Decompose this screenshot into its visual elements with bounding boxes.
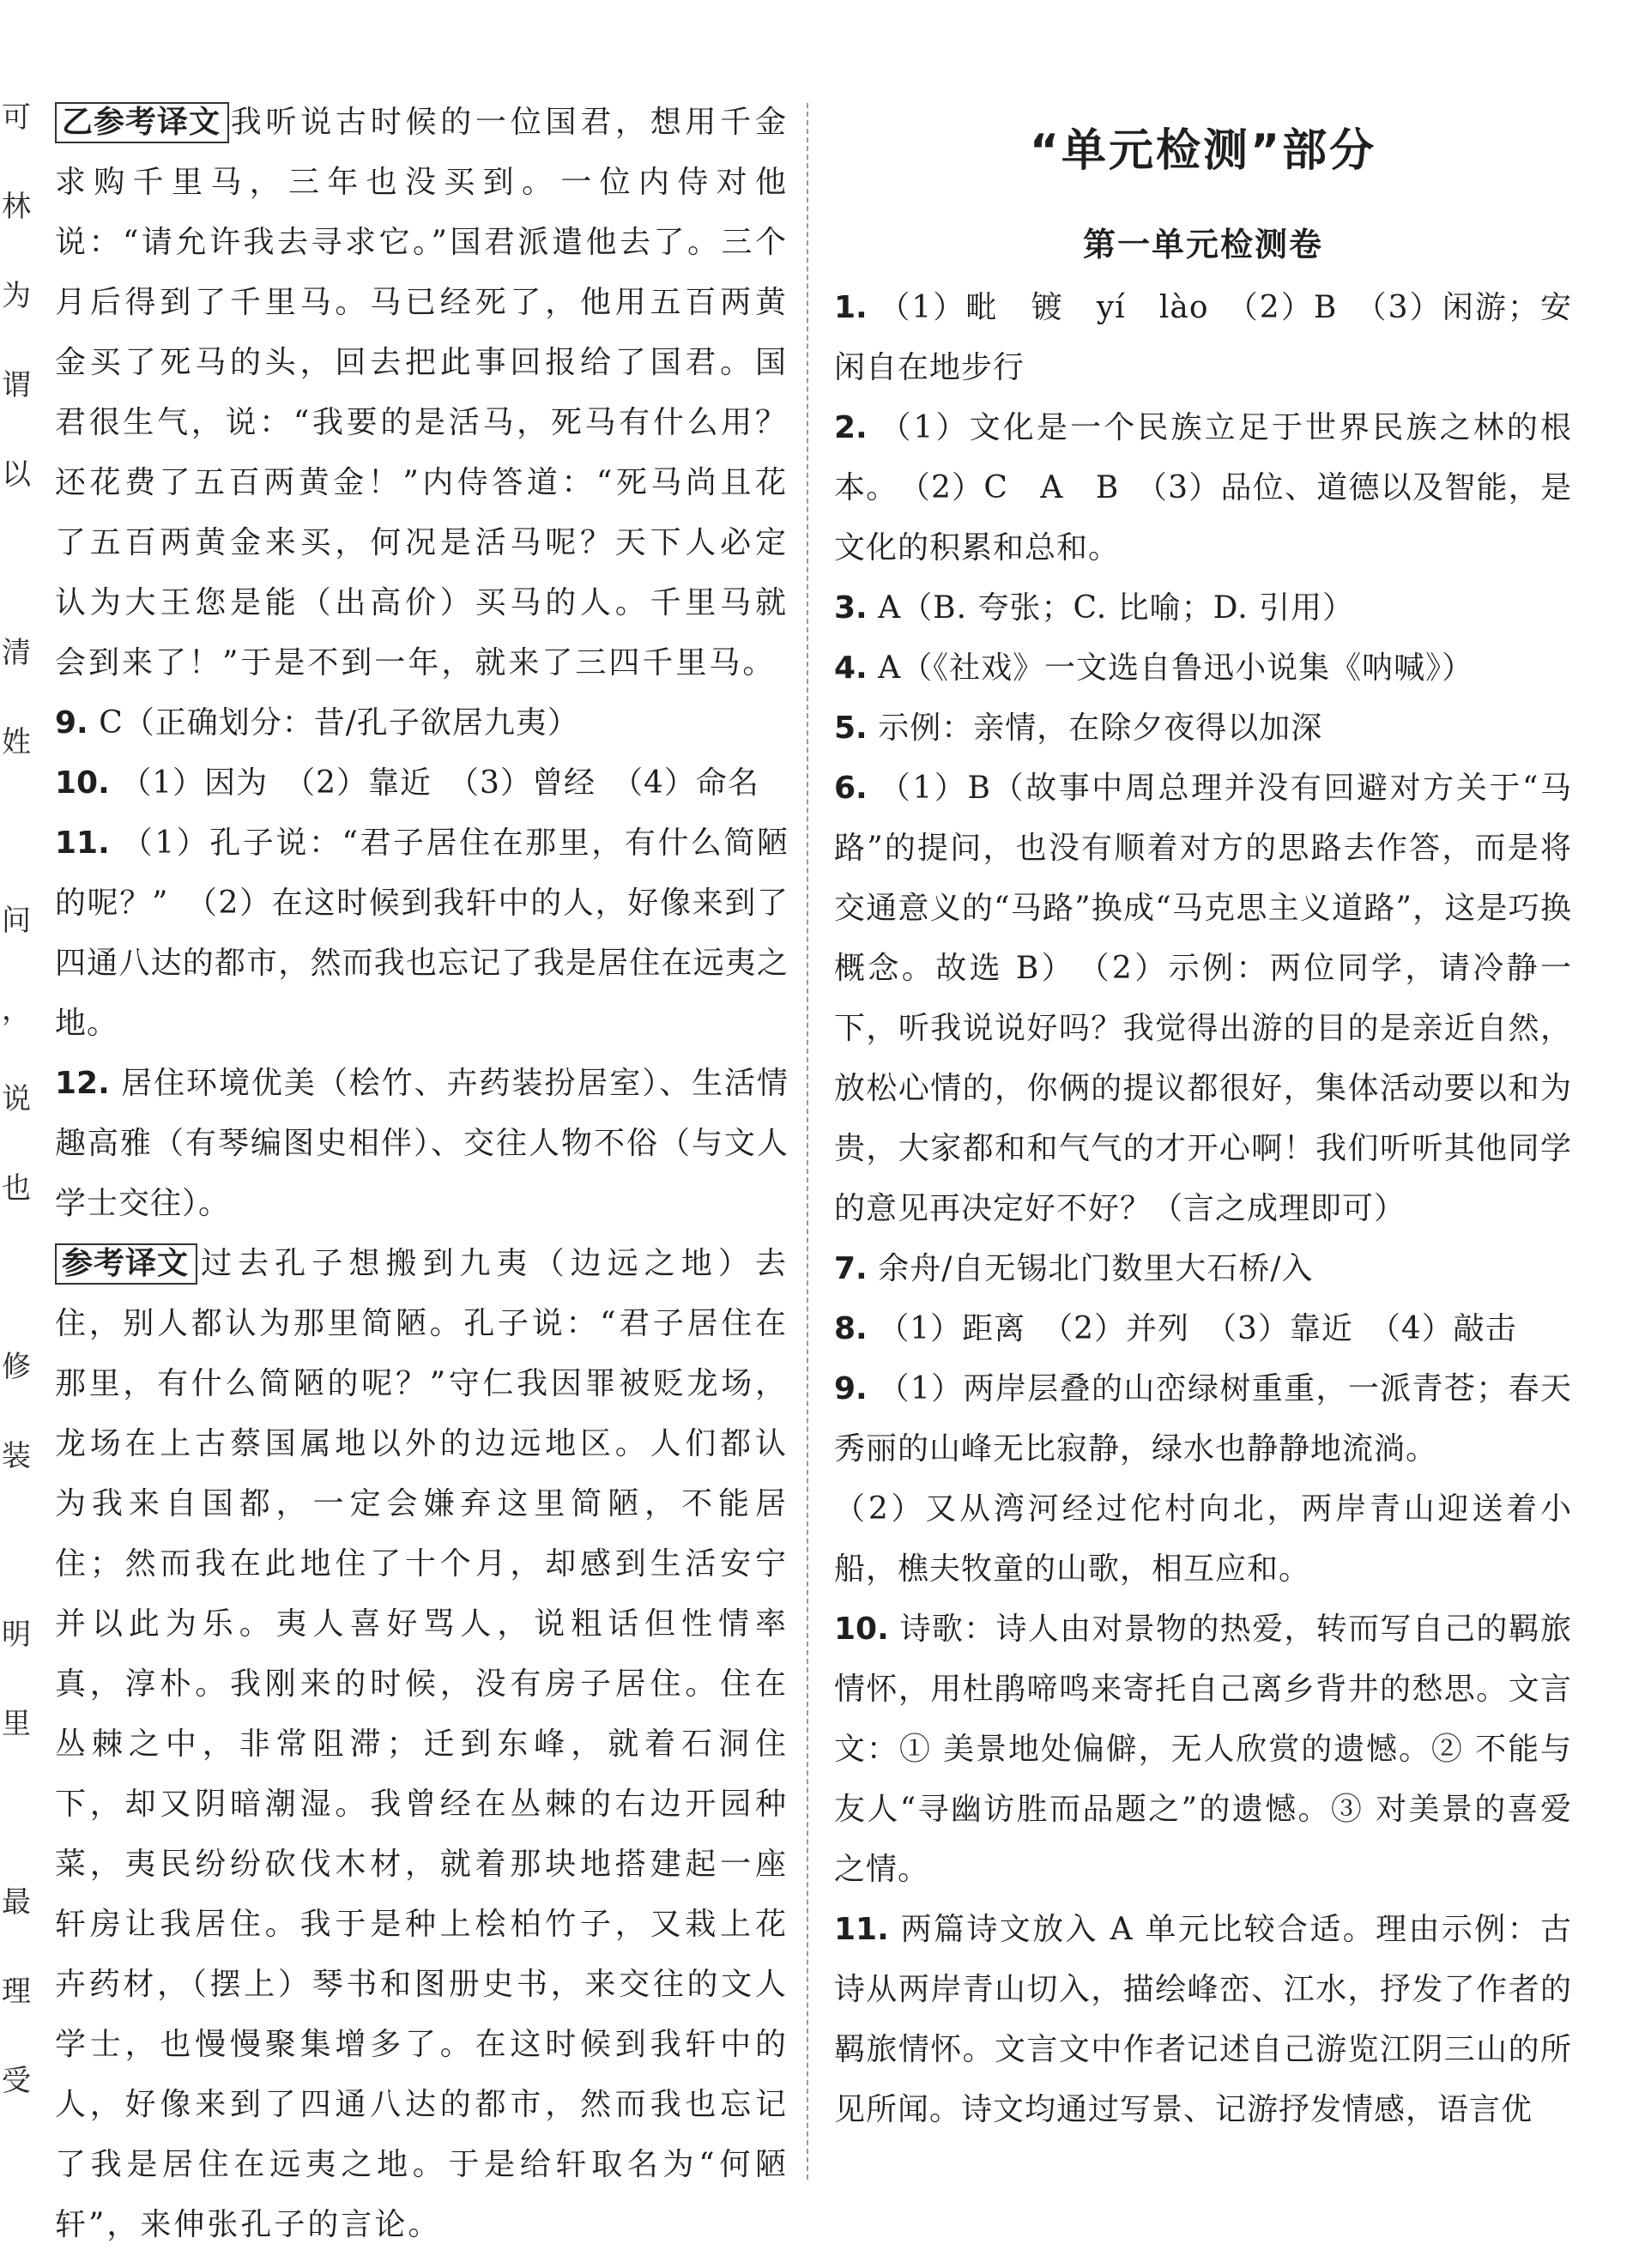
edge-fragment: 装 — [2, 1439, 31, 1473]
answer-text: A（B. 夸张；C. 比喻；D. 引用） — [878, 590, 1355, 626]
translation-text: 我听说古时候的一位国君，想用千金求购千里马，三年也没买到。一位内侍对他说：“请允许我去寻求它。”国君派遣他去了。三个月后得到了千里马。马已经死了，他用五百两黄金买了死马的头，回去把此事回报给了国君。国君很生气，说：“我要的是活马，死马有什么用？还花费了五百两黄金！”内侍答道：“死马尚且花了五百两黄金来买，何况是活马呢？天下人必定认为大王您是能（出高价）买马的人。千里马就会到来了！”于是不到一年，就来了三四千里马。 — [55, 105, 789, 680]
answer-number: 7. — [834, 1251, 868, 1286]
answer-number: 9. — [834, 1371, 868, 1406]
answer-number: 12. — [55, 1066, 110, 1101]
edge-fragment: 可 — [2, 100, 31, 135]
answer-number: 11. — [55, 826, 110, 861]
edge-fragment: 以 — [2, 457, 31, 492]
answer-text: （1）B（故事中周总理并没有回避对方关于“马路”的提问，也没有顺着对方的思路去作答，而是将交通意义的“马路”换成“马克思主义道路”，这是巧换概念。故选 B） （2）示例：两位同学，请冷静一下，听我说说好吗？我觉得出游的目的是亲近自然，放松心情的，你俩的提议都很好，集体活动要以和为贵，大家都和和气气的才开心啊！我们听听其他同学的意见再决定好不好？（言之成理即可） — [834, 771, 1572, 1226]
answer-text: 示例：亲情，在除夕夜得以加深 — [878, 711, 1323, 746]
edge-fragment: 说 — [2, 1082, 31, 1116]
answer-text: A（《社戏》一文选自鲁迅小说集《呐喊》） — [878, 650, 1474, 686]
answer-item — [834, 699, 1572, 759]
answer-text: C（正确划分：昔/孔子欲居九夷） — [99, 705, 579, 741]
answer-text: （1）因为 （2）靠近 （3）曾经 （4）命名 — [120, 765, 759, 801]
answer-item — [55, 1054, 789, 1234]
answer-number: 4. — [834, 650, 868, 686]
answer-item — [834, 638, 1572, 699]
answer-item — [834, 278, 1572, 398]
edge-fragment: 受 — [2, 2064, 31, 2098]
answer-number: 2. — [834, 410, 868, 445]
answer-item — [834, 1479, 1572, 1600]
edge-fragment: 里 — [2, 1707, 31, 1741]
answer-item — [55, 693, 789, 753]
section-title: “单元检测”部分 — [1029, 125, 1377, 177]
answer-item — [834, 1900, 1572, 2140]
answer-number: 3. — [834, 590, 868, 626]
translation-tag: 参考译文 — [55, 1243, 194, 1285]
edge-fragment: 明 — [2, 1618, 31, 1652]
answer-number: 5. — [834, 711, 868, 746]
edge-fragment: 理 — [2, 1975, 31, 2009]
translation-paragraph-b — [55, 93, 789, 693]
answer-text: （2）又从湾河经过佗村向北，两岸青山迎送着小船，樵夫牧童的山歌，相互应和。 — [834, 1491, 1572, 1587]
answer-text: 两篇诗文放入 A 单元比较合适。理由示例：古诗从两岸青山切入，描绘峰峦、江水，抒发了作者的羁旅情怀。文言文中作者记述自己游览江阴三山的所见所闻。诗文均通过写景、记游抒发情感，语言优 — [834, 1912, 1572, 2127]
answer-text: 居住环境优美（桧竹、卉药装扮居室）、生活情趣高雅（有琴编图史相伴）、交往人物不俗（与文人学士交往）。 — [55, 1066, 789, 1221]
answer-text: （1）两岸层叠的山峦绿树重重，一派青苍；春天秀丽的山峰无比寂静，绿水也静静地流淌。 — [834, 1371, 1572, 1467]
answer-text: （1）文化是一个民族立足于世界民族之林的根本。 （2）C A B （3）品位、道德以及智能，是文化的积累和总和。 — [834, 410, 1573, 565]
edge-fragment: ， — [2, 993, 31, 1027]
answer-number: 6. — [834, 771, 868, 806]
answer-text: 诗歌：诗人由对景物的热爱，转而写自己的羁旅情怀，用杜鹃啼鸣来寄托自己离乡背井的愁思。文言文：① 美景地处偏僻，无人欣赏的遗憾。② 不能与友人“寻幽访胜而品题之”的遗憾。③ 对美景的喜爱之情。 — [834, 1612, 1572, 1887]
answer-item — [55, 813, 789, 1054]
translation-tag: 乙参考译文 — [55, 102, 226, 143]
answer-number: 10. — [55, 765, 110, 801]
answer-number: 8. — [834, 1311, 868, 1346]
answer-item — [834, 1359, 1572, 1479]
edge-fragment: 谓 — [2, 368, 31, 402]
binding-edge-fragments — [0, 100, 31, 2162]
edge-fragment: 也 — [2, 1171, 31, 1206]
edge-fragment: 最 — [2, 1885, 31, 1920]
column-divider — [807, 103, 808, 2180]
left-column — [55, 93, 789, 2255]
answer-text: 余舟/自无锡北门数里大石桥/入 — [878, 1251, 1314, 1286]
unit-test-title: 第一单元检测卷 — [1082, 226, 1323, 263]
answer-item — [834, 1299, 1572, 1359]
answer-number: 11. — [834, 1912, 889, 1947]
edge-fragment: 姓 — [2, 725, 31, 759]
edge-fragment: 问 — [2, 904, 31, 938]
answer-number: 1. — [834, 290, 868, 325]
answer-item — [834, 1600, 1572, 1900]
answer-list — [834, 278, 1572, 2140]
edge-fragment: 修 — [2, 1350, 31, 1384]
translation-paragraph — [55, 1234, 789, 2255]
right-column — [834, 93, 1572, 2140]
answer-item — [55, 753, 789, 813]
answer-item — [834, 759, 1572, 1239]
answer-item — [834, 1239, 1572, 1299]
answer-text: （1）孔子说：“君子居住在那里，有什么简陋的呢？” （2）在这时候到我轩中的人，好像来到了四通八达的都市，然而我也忘记了我是居住在远夷之地。 — [55, 826, 789, 1041]
edge-fragment: 为 — [2, 279, 31, 313]
answer-item — [834, 578, 1572, 638]
edge-fragment: 清 — [2, 636, 31, 670]
answer-item — [834, 398, 1572, 578]
answer-text: （1）距离 （2）并列 （3）靠近 （4）敲击 — [878, 1311, 1517, 1346]
answer-number: 10. — [834, 1612, 889, 1647]
edge-fragment: 林 — [2, 190, 31, 224]
translation-text: 过去孔子想搬到九夷（边远之地）去住，别人都认为那里简陋。孔子说：“君子居住在那里，有什么简陋的呢？”守仁我因罪被贬龙场，龙场在上古蔡国属地以外的边远地区。人们都认为我来自国都，一定会嫌弃这里简陋，不能居住；然而我在此地住了十个月，却感到生活安宁并以此为乐。夷人喜好骂人，说粗话但性情率真，淳朴。我刚来的时候，没有房子居住。住在丛棘之中，非常阻滞；迁到东峰，就着石洞住下，却又阴暗潮湿。我曾经在丛棘的右边开园种菜，夷民纷纷砍伐木材，就着那块地搭建起一座轩房让我居住。我于是种上桧柏竹子，又栽上花卉药材，（摆上）琴书和图册史书，来交往的文人学士，也慢慢聚集增多了。在这时候到我轩中的人，好像来到了四通八达的都市，然而我也忘记了我是居住在远夷之地。于是给轩取名为“何陋轩”，来伸张孔子的言论。 — [55, 1246, 789, 2242]
answer-text: （1）毗 镀 yí lào （2）B （3）闲游；安闲自在地步行 — [834, 290, 1572, 385]
answer-number: 9. — [55, 705, 88, 741]
